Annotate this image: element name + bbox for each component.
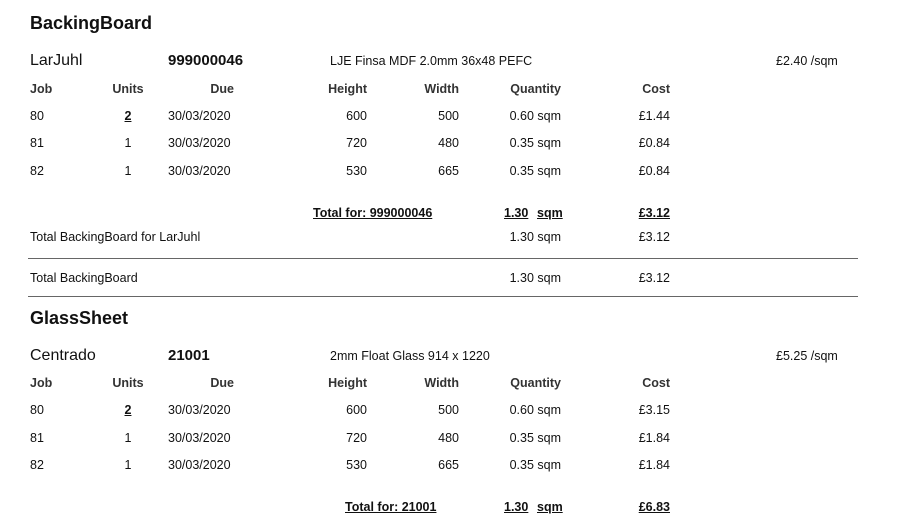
cell-cost: £3.15 — [638, 403, 670, 417]
cell-quantity: 0.35 sqm — [509, 458, 561, 472]
unit-price: £5.25 /sqm — [776, 349, 838, 363]
header-units: Units — [112, 376, 144, 390]
cell-width: 665 — [438, 458, 459, 472]
cell-height: 720 — [346, 136, 367, 150]
header-cost: Cost — [642, 376, 670, 390]
cell-due: 30/03/2020 — [168, 458, 231, 472]
cell-width: 480 — [438, 431, 459, 445]
header-width: Width — [424, 376, 459, 390]
cell-quantity: 0.35 sqm — [509, 136, 561, 150]
code-total-cost: £6.83 — [638, 500, 670, 514]
section-total-quantity: 1.30 sqm — [509, 271, 561, 285]
cell-job: 80 — [30, 109, 44, 123]
item-description: 2mm Float Glass 914 x 1220 — [330, 349, 490, 363]
cell-due: 30/03/2020 — [168, 431, 231, 445]
cell-units: 1 — [124, 136, 132, 150]
header-due: Due — [210, 82, 234, 96]
cell-job: 81 — [30, 136, 44, 150]
cell-job: 80 — [30, 403, 44, 417]
code-total-label: Total for: 999000046 — [313, 206, 433, 220]
cell-units: 1 — [124, 458, 132, 472]
unit-price: £2.40 /sqm — [776, 54, 838, 68]
cell-due: 30/03/2020 — [168, 136, 231, 150]
code-total-qty: 1.30 — [504, 500, 529, 514]
divider — [28, 296, 858, 297]
section-total-label: Total BackingBoard — [30, 271, 138, 285]
header-cost: Cost — [642, 82, 670, 96]
cell-quantity: 0.60 sqm — [509, 109, 561, 123]
header-height: Height — [328, 82, 367, 96]
cell-height: 530 — [346, 164, 367, 178]
supplier-total-cost: £3.12 — [638, 230, 670, 244]
cell-width: 500 — [438, 403, 459, 417]
item-code: 999000046 — [168, 52, 244, 69]
cell-cost: £1.44 — [638, 109, 670, 123]
cell-job: 81 — [30, 431, 44, 445]
cell-height: 600 — [346, 403, 367, 417]
code-total-unit: sqm — [537, 206, 563, 220]
section-title: BackingBoard — [30, 13, 153, 33]
section-title: GlassSheet — [30, 308, 129, 328]
cell-due: 30/03/2020 — [168, 109, 231, 123]
header-job: Job — [30, 82, 53, 96]
code-total-cost: £3.12 — [638, 206, 670, 220]
code-total-unit: sqm — [537, 500, 563, 514]
header-height: Height — [328, 376, 367, 390]
cell-width: 500 — [438, 109, 459, 123]
cell-quantity: 0.60 sqm — [509, 403, 561, 417]
supplier-total-label: Total BackingBoard for LarJuhl — [30, 230, 201, 244]
units-link[interactable]: 2 — [124, 109, 132, 123]
supplier-total-quantity: 1.30 sqm — [509, 230, 561, 244]
cell-units: 1 — [124, 164, 132, 178]
cell-width: 665 — [438, 164, 459, 178]
cell-quantity: 0.35 sqm — [509, 164, 561, 178]
cell-due: 30/03/2020 — [168, 403, 231, 417]
header-quantity: Quantity — [510, 82, 561, 96]
header-due: Due — [210, 376, 234, 390]
cell-job: 82 — [30, 164, 44, 178]
cell-due: 30/03/2020 — [168, 164, 231, 178]
cell-height: 720 — [346, 431, 367, 445]
cell-height: 600 — [346, 109, 367, 123]
cell-width: 480 — [438, 136, 459, 150]
item-code: 21001 — [168, 347, 210, 364]
divider — [28, 258, 858, 259]
cell-quantity: 0.35 sqm — [509, 431, 561, 445]
units-link[interactable]: 2 — [124, 403, 132, 417]
supplier-name: Centrado — [30, 347, 96, 364]
code-total-label: Total for: 21001 — [345, 500, 437, 514]
item-description: LJE Finsa MDF 2.0mm 36x48 PEFC — [330, 54, 533, 68]
header-units: Units — [112, 82, 144, 96]
header-width: Width — [424, 82, 459, 96]
cell-job: 82 — [30, 458, 44, 472]
cell-height: 530 — [346, 458, 367, 472]
header-job: Job — [30, 376, 53, 390]
code-total-qty: 1.30 — [504, 206, 529, 220]
header-quantity: Quantity — [510, 376, 561, 390]
cell-cost: £1.84 — [638, 458, 670, 472]
supplier-name: LarJuhl — [30, 52, 83, 69]
cell-units: 1 — [124, 431, 132, 445]
section-total-cost: £3.12 — [638, 271, 670, 285]
cell-cost: £0.84 — [638, 136, 670, 150]
cell-cost: £0.84 — [638, 164, 670, 178]
cell-cost: £1.84 — [638, 431, 670, 445]
